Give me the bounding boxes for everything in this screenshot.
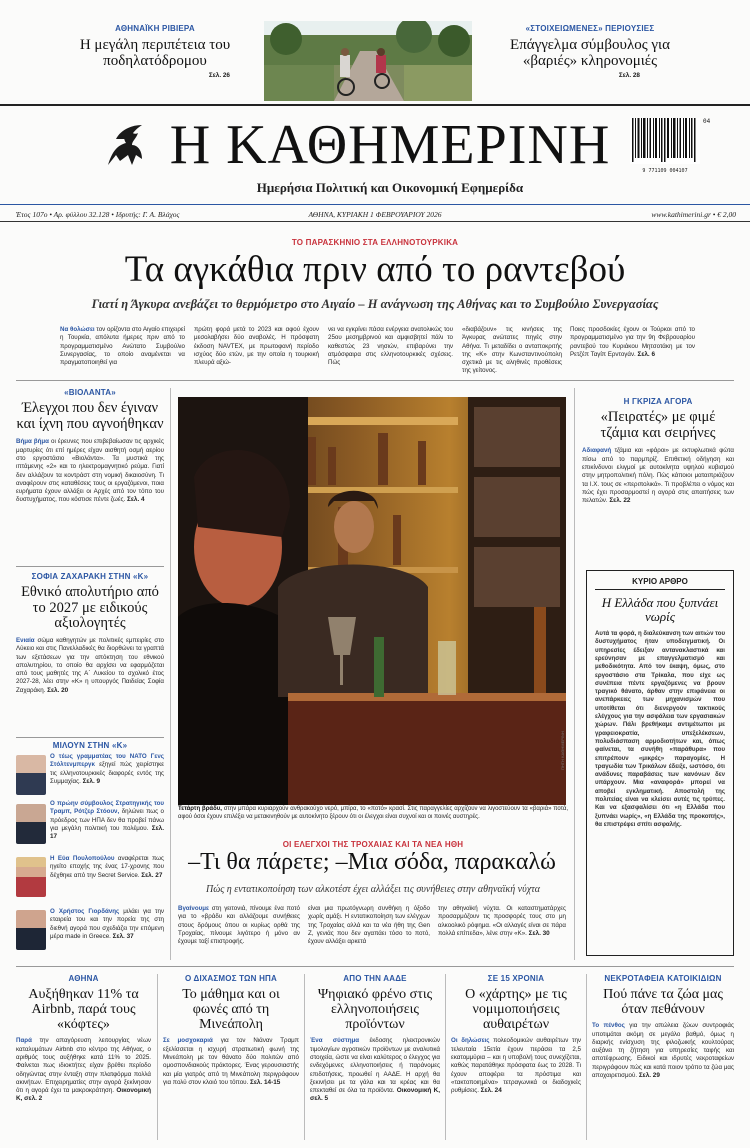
story-body [582, 447, 734, 505]
bottom-story[interactable] [310, 974, 440, 1104]
drop-text: Ένα σύστημα [310, 1037, 360, 1045]
kicker: ΑΘΗΝΑΪΚΗ ΡΙΒΙΕΡΑ [115, 24, 195, 33]
drop-text: Το πένθος [592, 1022, 625, 1030]
top-photo-cyclists [264, 21, 472, 101]
story-body-text: σώμα καθηγητών με πολιτικές εμπειρίες στο Λύκειο και στις Πανελλαδικές θα διορθώνει τα γραπτά των εξετάσεων για την απόκτηση του εθνικού απολυτηρίου, το οποίο θα αρχίσει να εφαρμόζεται από τους μαθητές της Α΄ Λυκείου το σχολικό έτος 2027-28, λέει στην «Κ» η υπουργός Παιδείας Σοφία Ζαχαράκη. [16, 636, 164, 694]
drop-text: Βήμα βήμα [16, 438, 49, 446]
lead-col-2: πρώτη φορά μετά το 2023 και αφού έχουν μεσολαβήσει δύο αναβολές. Η πρόσφατη έκδοση NAVTEX, με πρωτοφανή περίοδο ισχύος δύο ετών, με την οποία η τουρκική πλευρά αξιώ- [194, 326, 319, 367]
lead-col-1 [60, 326, 185, 367]
center-col-1-text: στη γειτονιά, πίνουμε ένα ποτό για το «βράδυ και αλλάζουμε συνήθειες στους δρόμους όπου οι κυρίως ορθά της Τροχαίας, πίνουμε λιγότερο ή μόνο αν έχουμε ταξί επιστροφής. [178, 905, 300, 946]
bottom-divider [157, 974, 158, 1140]
page-ref: Σελ. 24 [480, 1087, 502, 1095]
story-body-text: έκδοσης ηλεκτρονικών τιμολογίων αγροτικών προϊόντων με αναλυτικά στοιχεία, ώστε να είναι καλύτερος ο έλεγχος για ενδεχόμενες ελληνοποιήσεις ή παράνομες επιδοτήσεις, προωθεί η ΑΑΔΕ. Η αρχή θα ξεκινήσει με τα γάλα και τα κρέας και θα επεκταθεί σε όλα τα προϊόντα. [310, 1037, 440, 1095]
teaser-title: Επάγγελμα σύμβουλος για «βαριές» κληρονομιές [510, 37, 670, 70]
kicker: ΜΙΛΟΥΝ ΣΤΗΝ «Κ» [52, 741, 128, 750]
story-body-text: την απαγόρευση λειτουργίας νέων καταλυμάτων Airbnb στο κέντρο της Αθήνας, ο αριθμός τους αυξήθηκε κατά 11% το 2025. Φαίνεται πως ιδιοκτήτες είχαν βρέθει περίοδο οδηγώντας στην ένταξη στην πλατφόρμα πολλά ακινήτων. Επιχειρηματίες στην αγορά ξεκίνησαν ότι η αγορά έχει τα μακροκράτηση. [16, 1037, 151, 1095]
bottom-rule [16, 966, 734, 967]
caption-text: στην μπάρα κυριαρχούν ανθρακούχο νερό, μπίρα, το «ποτό» κρασί. Στις παραγγελίες αρχίζουν να λιγοστεύουν τα «βαριά» ποτά, αφού όσοι έχουν επιλέξει να μετακινηθούν με αυτοκίνητο ξέρουν ότι οι έλεγχοι είναι συχνοί και οι ποινές αυστηρές. [178, 806, 569, 820]
page-ref: Σελ. 28 [618, 72, 640, 80]
lead-col-1-text: τον ορίζοντα στο Αιγαίο επιχειρεί η Τουρκία, απόλυτα ήμερες πριν από το προγραμματισμένο Ανώτατο Συμβούλιο Συνεργασίας, το οποίο αναμένεται να πραγματοποιηθεί για [60, 326, 185, 367]
left-rule-1 [16, 566, 164, 567]
top-right-teaser[interactable] [490, 24, 690, 79]
editorial-body: Αυτά τα φορά, η διαλεύκανση των αιτιών του δυστυχήματος ήταν υποδειγματική. Οι υπηρεσίες έδειξαν αντανακλαστικά και ερεύνησαν με επαγγελματισμό και μεθοδικότητα. Από τον έκαψη, όμως, στο εργοστάσιο στα Τρίκαλα, που είχε ως συνέπεια πέντε εργαζόμενες να βρουν τραγικό θάνατο, άρθαν στην επιφάνεια οι ανεπάρκειες των μηχανισμών που υποτίθεται ότι διενεργούν τακτικούς ελέγχους για την ασφάλεια των εργασιακών χώρων. Πάλι βρεθήκαμε αντιμέτωποι με γραφειοκρατία, υπεξελέκσεων, πολυδιάσπαση αρμοδιοτήτων και, όπως φαίνεται, τα συνήθη «παράθυρα» που επιτρέπουν «μικρές» παραγομίες. Η τραγωδία των Τρικάλων έδειξε, ωστόσο, ότι ανάδυνες παραβάσεις των κανόνων δεν υπάρχουν. Μια «αναφορά» μπορεί να αποβεί εγκληματική. Αποστολή της πολιτείας είναι να κλείσει αυτές τις τρύπες. Και να εξασφαλίσει ότι «η Ελλάδα που ξυπνάει νωρίς», «η Ελλάδα της προκοπής», θα επιστρέφει σπίτι ασφαλής. [595, 630, 725, 828]
caption-lead: Τετάρτη βράδυ, [178, 806, 222, 812]
interview-text [50, 908, 164, 941]
bottom-story[interactable] [451, 974, 581, 1095]
cyclists-illustration [264, 21, 472, 101]
griffin-logo [102, 121, 148, 171]
editorial-title: Η Ελλάδα που ξυπνάει νωρίς [601, 595, 719, 625]
teaser-title: Η μεγάλη περιπέτεια του ποδηλατόδρομου [79, 37, 231, 70]
top-rule [0, 104, 750, 106]
page-ref: Σελ. 37 [112, 932, 134, 940]
interview-text [50, 855, 164, 880]
interview-text [50, 753, 164, 786]
lead-col-5 [570, 326, 695, 359]
kicker: ΣΟΦΙΑ ΖΑΧΑΡΑΚΗ ΣΤΗΝ «Κ» [31, 572, 149, 581]
masthead-title: Η ΚΑΘΗΜΕΡΙΝΗ [169, 114, 611, 176]
story-title: Έλεγχοι που δεν έγιναν και ίχνη που αγνοήθηκαν [16, 400, 164, 432]
story-body [310, 1037, 440, 1103]
interview-item[interactable] [16, 908, 164, 960]
page-ref: Σελ. 26 [208, 72, 230, 80]
story-title: Ο «χάρτης» με τις νομιμοποιήσεις αυθαιρέτων [465, 987, 567, 1033]
interviewee-name: Ο τέως γραμματέας του ΝΑΤΟ Γενς Στόλτενμπεργκ [50, 753, 164, 769]
page-ref: Σελ. 30 [528, 929, 550, 937]
lead-subtitle: Γιατί η Άγκυρα ανεβάζει το θερμόμετρο στο Αιγαίο – Η ανάγνωση της Αθήνας και το Συμβούλιο Συνεργασίας [91, 297, 659, 311]
bottom-divider [586, 974, 587, 1140]
barcode-bars [630, 118, 700, 164]
interview-item[interactable] [16, 800, 164, 850]
interviewee-name: Η Εύα Πουλοπούλου [50, 855, 115, 862]
dateline-right: www.kathimerini.gr • € 2,00 [651, 210, 736, 219]
center-kicker: ΟΙ ΕΛΕΓΧΟΙ ΤΗΣ ΤΡΟΧΑΙΑΣ ΚΑΙ ΤΑ ΝΕΑ ΗΘΗ [282, 840, 464, 849]
kicker: ΝΕΚΡΟΤΑΦΕΙΑ ΚΑΤΟΙΚΙΔΙΩΝ [604, 974, 722, 983]
photo-caption [178, 806, 568, 821]
bottom-story[interactable] [592, 974, 734, 1080]
story-title: Αυξήθηκαν 11% τα Airbnb, παρά τους «κόφτες» [28, 987, 139, 1033]
barcode-issue: 04 [703, 118, 711, 125]
masthead-subtitle: Ημερήσια Πολιτική και Οικονομική Εφημερίδα [256, 180, 524, 195]
story-body [16, 637, 164, 695]
page-ref: Σελ. 22 [609, 497, 631, 505]
dateline-center: ΑΘΗΝΑ, ΚΥΡΙΑΚΗ 1 ΦΕΒΡΟΥΑΡΙΟΥ 2026 [308, 210, 442, 219]
drop-text: Βγαίνουμε [178, 905, 209, 912]
story-body-text: τζάμια και «φάροι» με εκτυφλωτικά φώτα πίσω από το παρμπρίζ. Επιθετική οδήγηση και επικίνδυνοι ελιγμοί με αυτοκίνητα υψηλού κυβισμού στην μητροπολιτική πόλη. Πώς κάποιοι ματαιπριάζουν τα Ι.Χ. τους σε «περιπολικά». Τι προβλέπει ο νόμος και πώς έχει προσαρμοστεί η αγορά στις απαιτήσεις των πελατών. [582, 447, 734, 505]
center-col-3 [438, 905, 566, 938]
lead-bottom-rule [16, 380, 734, 381]
page-ref: Σελ. 29 [638, 1072, 660, 1079]
interview-desc: μιλάει για την εταιρεία του και την πορεία της στη διεθνή αγορά που σχεδιάζει την επόμενη μέρα made in Greece. [50, 908, 164, 940]
left-rule-2 [16, 737, 164, 738]
story-body-text: για την απώλεια ζώων συντροφιάς υποτιμάται ακόμη σε μεγάλο βαθμό, όμως η διαρκής ενίσχυση της φιλοζωικής κουλτούρας αυξάνει τη ζήτηση για υπηρεσίες ταφής και αποτέφρωσης. Ειδικοί και ιδρυτές νεκροταφείων περιγράφουν πώς και κατά ποιον τρόπο τα ζώα μας αποχαιρετισμού. [592, 1022, 734, 1079]
lead-kicker: ΤΟ ΠΑΡΑΣΚΗΝΙΟ ΣΤΑ ΕΛΛΗΝΟΤΟΥΡΚΙΚΑ [291, 238, 459, 247]
top-left-teaser[interactable] [60, 24, 250, 79]
portrait-photo [16, 910, 46, 950]
page-ref: Σελ. 20 [47, 686, 69, 694]
story-body [16, 438, 164, 504]
editorial-kicker: ΚΥΡΙΟ ΑΡΘΡΟ [595, 577, 725, 590]
kicker: «ΣΤΟΙΧΕΙΩΜΕΝΕΣ» ΠΕΡΙΟΥΣΙΕΣ [525, 24, 655, 33]
kicker: Η ΓΚΡΙΖΑ ΑΓΟΡΑ [623, 397, 693, 406]
lead-col-5-text: Ποιες προσδοκίες έχουν οι Τούρκοι από το προγραμματισμένο για την 9η Φεβρουαρίου ραντεβού του Κυριάκου Μητσοτάκη με τον Ρετζέπ Ταγίπ Ερντογάν. [570, 326, 695, 358]
photo-credit: ΠΗΓΗ ΚΑΘΗΜΕΡΙΝΗ [560, 731, 565, 770]
barcode-number: 9 771109 004107 [642, 168, 688, 174]
bottom-divider [445, 974, 446, 1140]
editorial-box[interactable] [586, 570, 734, 956]
interview-text [50, 800, 164, 841]
interview-desc: αναφέρεται πως ηγείτο εποχής της ένας 17-χρονης που δέχθηκε από την Secret Service. [50, 855, 164, 879]
center-col-3-text: την αθηναϊκή νύχτα. Οι καταστηματάρχες προσαρμόζουν τις προσφορές τους στο μη αλκοολικό ρόφημα. «Οι αλλαγές είναι σε πάρα πολλά επίπεδα», λένε στην «Κ». [438, 905, 566, 937]
kicker: ΑΘΗΝΑ [68, 974, 99, 983]
drop-text: Σε μοσχοκαριά [163, 1037, 213, 1045]
lead-col-3: νει να εγκρίνει πάσα ενέργεια ανατολικώς του 25ου μεσημβρινού και αμφισβητεί πάλι το καθεστώς 23 νησιών, επιβαρύνει την ατμόσφαιρα στις ελληνοτουρκικές σχέσεις. Πώς [328, 326, 453, 367]
interviewee-name: Ο Χρήστος Γιορδάνης [50, 908, 120, 915]
story-body [592, 1022, 734, 1080]
story-body-text: οι έρευνες που επιβεβαίωσαν τις αρχικές μαρτυρίες ότι επί ημέρες είχαν αισθητή οσμή αερίου στο εργοστάσιο «Βιολάντα». Τα μυστικά της ιπτάμενης «2» και το ηλεκτρομαγνητικό ρεύμα. Γιατί δεν αλλάζουν τα κοντράστ στη νομική δικαιοσύνη. Τι αναφέρουν στις καταθέσεις τους οι εργαζόμενοι, ποια ευρήματα έχουν αλλάξει οι Αρχές από τον τόπο του δυστυχήματος, που κόστισε πέντε ζωές. [16, 438, 165, 504]
bottom-story[interactable] [163, 974, 299, 1087]
drop-text: Αδιαφανή [582, 447, 612, 455]
dateline-rule-bottom [0, 221, 750, 222]
kicker: ΣΕ 15 ΧΡΟΝΙΑ [487, 974, 545, 983]
bar-scene-illustration [178, 397, 566, 805]
left-story-1[interactable] [16, 388, 164, 505]
page-ref: Σελ. 4 [127, 496, 145, 504]
story-body [163, 1037, 299, 1087]
interview-item[interactable] [16, 753, 164, 797]
story-body [16, 1037, 151, 1103]
story-body-text: πολεοδομικών αυθαιρέτων την τελευταία 15ετία έχουν περάσει τα 2,5 εκατομμύρια – και η υποβολή τους συνεχίζεται, καθώς παρατάθηκε πρόσφατα έως το 2028. Τι έχουν αποφέρει τα πρόστιμα και «τακτοποιημένα» τετραγωνικά οι διαδοχικές ρυθμίσεις. [451, 1037, 581, 1095]
dateline-rule-top [0, 204, 750, 205]
bottom-divider [304, 974, 305, 1140]
page-ref: Σελ. 9 [82, 777, 101, 785]
portrait-photo [16, 755, 46, 795]
main-photo-bar[interactable] [178, 397, 566, 805]
interview-desc: εξηγεί πώς χειρίστηκε τις ελληνοτουρκικές διαφορές εντός της Συμμαχίας. [50, 761, 164, 785]
left-story-2[interactable] [16, 572, 164, 695]
page-ref: Οικονομική Κ, σελ. 2 [16, 1087, 151, 1103]
page-ref: Οικονομική Κ, σελ. 5 [310, 1087, 440, 1103]
story-title: Πού πάνε τα ζώα μας όταν πεθάνουν [603, 987, 723, 1018]
center-headline[interactable]: –Τι θα πάρετε; –Μια σόδα, παρακαλώ [188, 849, 556, 875]
lead-drop: Να θολώσει [60, 326, 95, 333]
lead-col-4: «διαβάζουν» τις κινήσεις της Άγκυρας ανώτατες πηγές στην Αθήνα. Τι μεταδίδει ο ανταποκριτής της «Κ» στην Κωνσταντινούπολη σχετικά με τις αληθινές προθέσεις της γείτονος. [462, 326, 562, 375]
right-column-divider [574, 388, 575, 960]
page-ref: Σελ. 17 [50, 824, 164, 841]
interviewee-name: Ο πρώην σύμβουλος Στρατηγικής του Τραμπ, Ρότζερ Στόουν, [50, 800, 164, 816]
lead-headline[interactable]: Τα αγκάθια πριν από το ραντεβού [124, 249, 626, 290]
center-subtitle: Πώς η εντατικοποίηση των αλκοτέστ έχει αλλάξει τις συνήθειες στην αθηναϊκή νύχτα [206, 884, 540, 895]
page-ref: Σελ. 27 [141, 871, 163, 879]
story-title: Το μάθημα και οι φωνές από τη Μινεάπολη [182, 987, 280, 1033]
kicker: Ο ΔΙΧΑΣΜΟΣ ΤΩΝ ΗΠΑ [184, 974, 278, 983]
left-column-divider [170, 388, 171, 960]
center-col-1 [178, 905, 300, 946]
left-story-3 [16, 741, 164, 750]
barcode [630, 118, 700, 174]
page-ref: Σελ. 14-15 [249, 1078, 281, 1086]
center-col-2: είναι μια πρωτόγνωρη συνθήκη η όξοδο χωρίς αμάξι. Η εντατικοποίηση των ελέγχων της Τροχαίας αλλά και τα νέα ήθη της Gen Z, γενιάς που δεν αγαπάει τόσο το ποτό, έχουν αλλάξει αρκετά [308, 905, 430, 946]
dateline-left: Έτος 107ο • Αρ. φύλλου 32.128 • Ιδρυτής: Γ. Α. Βλάχος [16, 210, 180, 219]
story-body [451, 1037, 581, 1095]
kicker: ΑΠΟ ΤΗΝ ΑΑΔΕ [343, 974, 407, 983]
portrait-photo [16, 804, 46, 844]
story-title: Εθνικό απολυτήριο από το 2027 με ειδικούς αξιολογητές [21, 584, 159, 632]
story-title: Ψηφιακό φρένο στις ελληνοποιήσεις προϊόντων [317, 987, 433, 1033]
drop-text: Ενιαία [16, 636, 35, 644]
kicker: «ΒΙΟΛΑΝΤΑ» [64, 388, 116, 397]
story-title: «Πειρατές» με φιμέ τζάμια και σειρήνες [600, 409, 716, 441]
interview-desc: δηλώνει πως ο πρόεδρος των ΗΠΑ δεν θα προβεί πάνω για μεγάλη πολιτική του πολέμου. [50, 808, 164, 832]
drop-text: Οι δηλώσεις [451, 1037, 490, 1045]
bottom-story[interactable] [16, 974, 151, 1104]
right-story-1[interactable] [582, 397, 734, 505]
portrait-photo [16, 857, 46, 897]
story-body-text: για τον Νιάναν Τραμπ εξελίσσεται η ισχυρή στρατιωτική φωνή της Μινεάπολη με τον θάνατο δύο πολιτών από ομοσπονδιακούς πράκτορες. Ένας γερουσιαστής και μία γιατρός από τη Μινεάπολη περιγράφουν για πολύ στον κλοιό του τόπου. [163, 1037, 299, 1086]
drop-text: Παρά [16, 1037, 32, 1045]
interview-item[interactable] [16, 855, 164, 905]
page-ref: Σελ. 6 [637, 350, 656, 358]
